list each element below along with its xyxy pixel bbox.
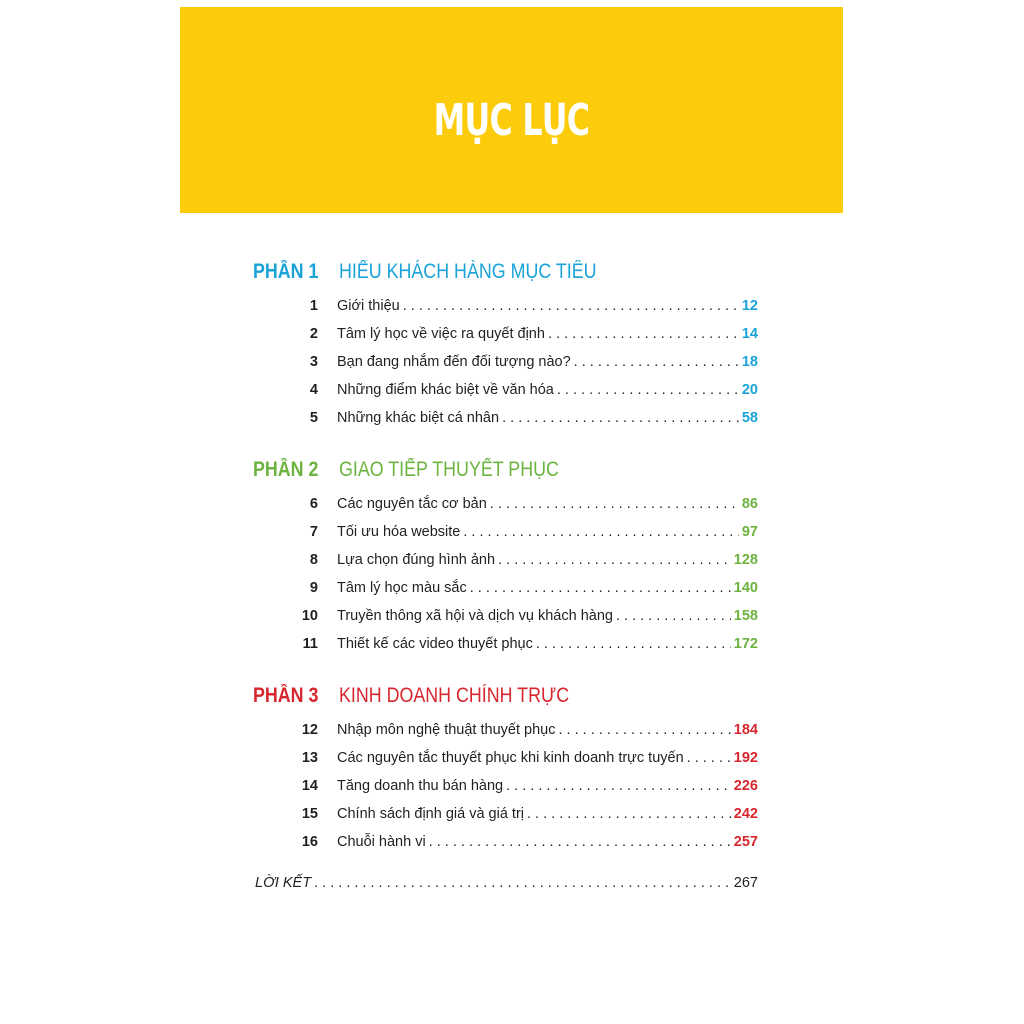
toc-entry[interactable]	[290, 747, 758, 769]
chapter-page: 192	[733, 750, 758, 766]
chapter-number: 4	[309, 382, 318, 398]
dot-leader	[687, 747, 731, 769]
chapter-page: 12	[741, 298, 758, 314]
chapter-number: 9	[309, 580, 318, 596]
toc-entry[interactable]	[290, 775, 758, 797]
dot-leader	[558, 719, 730, 741]
toc-entry[interactable]	[290, 323, 758, 345]
part-label: PHẦN 2	[253, 458, 319, 481]
part-label: PHẦN 1	[253, 260, 319, 283]
chapter-title: Những điểm khác biệt về văn hóa	[337, 382, 554, 398]
chapter-number: 2	[309, 326, 318, 342]
toc-entry[interactable]	[290, 407, 758, 429]
dot-leader	[548, 323, 739, 345]
chapter-page: 18	[741, 354, 758, 370]
chapter-title: Những khác biệt cá nhân	[337, 410, 500, 426]
chapter-page: 58	[741, 410, 758, 426]
dot-leader	[574, 351, 739, 373]
chapter-title: Lựa chọn đúng hình ảnh	[337, 552, 496, 568]
chapter-number: 7	[309, 524, 318, 540]
toc-entry-closing[interactable]	[255, 872, 758, 894]
chapter-title: Các nguyên tắc cơ bản	[337, 496, 487, 512]
dot-leader	[490, 493, 739, 515]
part-3-heading	[253, 682, 610, 710]
chapter-title: Tối ưu hóa website	[337, 524, 461, 540]
dot-leader	[314, 872, 731, 894]
dot-leader	[463, 521, 739, 543]
chapter-title: Tâm lý học về việc ra quyết định	[337, 326, 545, 342]
part-title: HIỂU KHÁCH HÀNG MỤC TIÊU	[339, 260, 597, 283]
chapter-page: 257	[733, 834, 758, 850]
chapter-page: 184	[733, 722, 758, 738]
chapter-title: Chuỗi hành vi	[337, 834, 426, 850]
chapter-page: 140	[733, 580, 758, 596]
chapter-title: Chính sách định giá và giá trị	[337, 806, 524, 822]
chapter-page: 158	[733, 608, 758, 624]
chapter-page: 226	[733, 778, 758, 794]
chapter-title: Tâm lý học màu sắc	[337, 580, 467, 596]
toc-entry[interactable]	[290, 633, 758, 655]
chapter-number: 11	[302, 636, 318, 652]
dot-leader	[502, 407, 739, 429]
chapter-page: 86	[741, 496, 758, 512]
chapter-title: Tăng doanh thu bán hàng	[337, 778, 504, 794]
toc-entry[interactable]	[290, 549, 758, 571]
chapter-number: 13	[301, 750, 318, 766]
closing-title: LỜI KẾT	[255, 875, 312, 891]
chapter-page: 20	[741, 382, 758, 398]
toc-entry[interactable]	[290, 521, 758, 543]
chapter-title: Bạn đang nhắm đến đối tượng nào?	[337, 354, 571, 370]
dot-leader	[527, 803, 731, 825]
chapter-number: 8	[309, 552, 318, 568]
chapter-page: 14	[741, 326, 758, 342]
chapter-page: 128	[733, 552, 758, 568]
chapter-title: Nhập môn nghệ thuật thuyết phục	[337, 722, 556, 738]
part-1-heading	[253, 258, 642, 286]
chapter-number: 3	[309, 354, 318, 370]
dot-leader	[403, 295, 739, 317]
chapter-number: 6	[309, 496, 318, 512]
dot-leader	[536, 633, 731, 655]
toc-entry[interactable]	[290, 803, 758, 825]
chapter-title: Truyền thông xã hội và dịch vụ khách hàng	[337, 608, 613, 624]
toc-entry[interactable]	[290, 605, 758, 627]
chapter-page: 242	[733, 806, 758, 822]
chapter-number: 10	[301, 608, 318, 624]
chapter-number: 14	[301, 778, 318, 794]
dot-leader	[498, 549, 731, 571]
toc-entry[interactable]	[290, 295, 758, 317]
chapter-title: Thiết kế các video thuyết phục	[337, 636, 533, 652]
chapter-number: 15	[301, 806, 318, 822]
part-label: PHẦN 3	[253, 684, 319, 707]
chapter-number: 12	[301, 722, 318, 738]
chapter-page: 97	[741, 524, 758, 540]
chapter-title: Giới thiệu	[337, 298, 400, 314]
toc-entry[interactable]	[290, 831, 758, 853]
toc-entry[interactable]	[290, 719, 758, 741]
part-title: KINH DOANH CHÍNH TRỰC	[339, 684, 570, 707]
toc-entry[interactable]	[290, 351, 758, 373]
chapter-page: 172	[733, 636, 758, 652]
dot-leader	[429, 831, 731, 853]
chapter-number: 16	[301, 834, 318, 850]
toc-entry[interactable]	[290, 493, 758, 515]
part-2-heading	[253, 456, 598, 484]
chapter-number: 1	[309, 298, 318, 314]
dot-leader	[470, 577, 731, 599]
closing-page: 267	[733, 875, 758, 891]
page-title: MỤC LỤC	[433, 95, 590, 146]
toc-entry[interactable]	[290, 577, 758, 599]
dot-leader	[557, 379, 739, 401]
dot-leader	[616, 605, 731, 627]
chapter-title: Các nguyên tắc thuyết phục khi kinh doanh trực tuyến	[337, 750, 684, 766]
chapter-number: 5	[309, 410, 318, 426]
toc-entry[interactable]	[290, 379, 758, 401]
dot-leader	[506, 775, 731, 797]
part-title: GIAO TIẾP THUYẾT PHỤC	[339, 458, 559, 481]
